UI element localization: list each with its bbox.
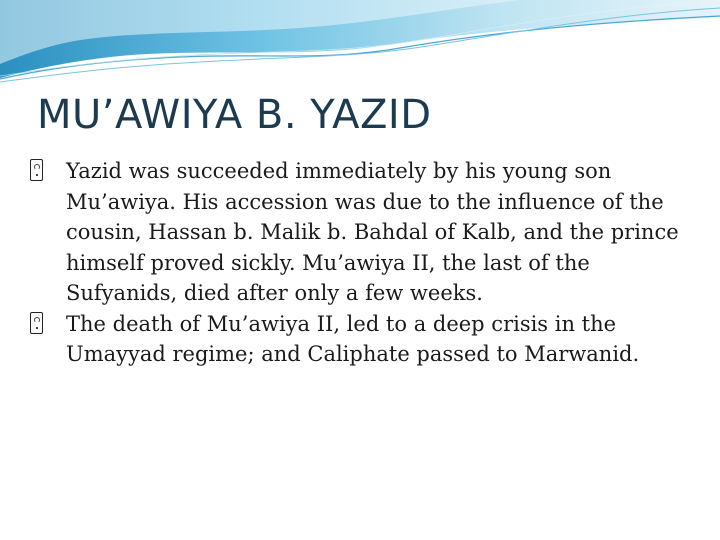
bullet-text: Yazid was succeeded immediately by his young son Mu’awiya. His accession was due to the influence of the cousin, Hassan b. Malik b. Bahdal of Kalb, and the prince himself proved sickly. Mu’awiya II, the last of the Sufyanids, died after only a few weeks. (66, 159, 679, 305)
bullet-list (30, 156, 680, 370)
bullet-item (30, 156, 680, 309)
slide-title: MU’AWIYA B. YAZID (37, 92, 432, 138)
bullet-text: The death of Mu’awiya II, led to a deep crisis in the Umayyad regime; and Caliphate passed to Marwanid. (66, 311, 640, 366)
bullet-item (30, 309, 680, 370)
bullet-marker-icon (30, 312, 43, 334)
header-wave-decoration (0, 0, 720, 90)
bullet-marker-icon (30, 159, 43, 181)
